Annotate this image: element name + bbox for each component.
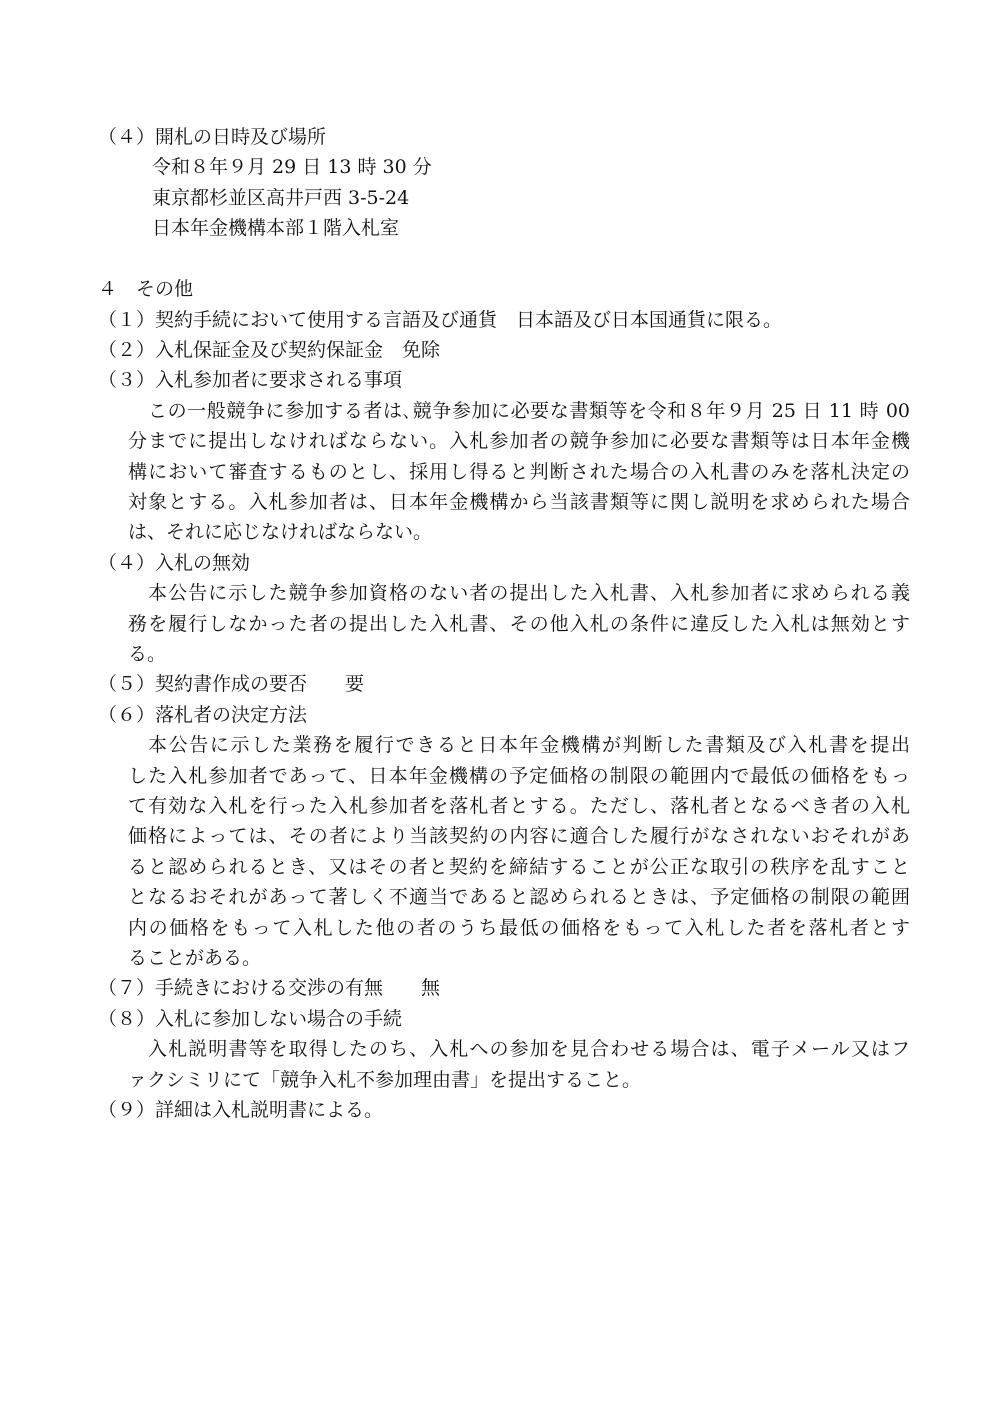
item-8-line: ァクシミリにて「競争入札不参加理由書」を提出すること。 xyxy=(128,1069,642,1091)
item-6-line: となるおそれがあって著しく不適当であると認められるときは、予定価格の制限の範囲 xyxy=(128,886,910,908)
item-3-line: は、それに応じなければならない。 xyxy=(128,521,433,543)
item-4-line: 務を履行しなかった者の提出した入札書、その他入札の条件に違反した入札は無効とす xyxy=(128,613,910,635)
item-5: （５）契約書作成の要否 要 xyxy=(98,673,365,695)
item-8-line: 入札説明書等を取得したのち、入札への参加を見合わせる場合は、電子メール又はフ xyxy=(148,1038,910,1060)
opening-address: 東京都杉並区高井戸西 3-5-24 xyxy=(152,187,410,209)
opening-room: 日本年金機構本部１階入札室 xyxy=(152,217,400,239)
item-6-line: 本公告に示した業務を履行できると日本年金機構が判断した書類及び入札書を提出 xyxy=(148,734,910,756)
item-8-heading: （８）入札に参加しない場合の手続 xyxy=(98,1008,403,1030)
item-2: （２）入札保証金及び契約保証金 免除 xyxy=(98,339,441,361)
item-6-line: 内の価格をもって入札した他の者のうち最低の価格をもって入札した者を落札者とす xyxy=(128,917,910,939)
item-4-line: る。 xyxy=(128,643,167,665)
item-4-line: 本公告に示した競争参加資格のない者の提出した入札書、入札参加者に求められる義 xyxy=(148,582,910,604)
item-3-heading: （３）入札参加者に要求される事項 xyxy=(98,369,403,391)
opening-heading: （４）開札の日時及び場所 xyxy=(98,126,327,148)
item-1: （１）契約手続において使用する言語及び通貨 日本語及び日本国通貨に限る。 xyxy=(98,309,783,331)
opening-date: 令和８年９月 29 日 13 時 30 分 xyxy=(152,156,432,178)
item-6-line: ることがある。 xyxy=(128,947,262,969)
item-7: （７）手続きにおける交渉の有無 無 xyxy=(98,977,441,999)
item-4-heading: （４）入札の無効 xyxy=(98,552,251,574)
item-9: （９）詳細は入札説明書による。 xyxy=(98,1099,384,1121)
item-6-line: した入札参加者であって、日本年金機構の予定価格の制限の範囲内で最低の価格をもっ xyxy=(128,765,910,787)
item-6-line: 価格によっては、その者により当該契約の内容に適合した履行がなされないおそれがあ xyxy=(128,825,910,847)
section-heading-other: ４ その他 xyxy=(98,278,194,300)
item-6-line: ると認められるとき、又はその者と契約を締結することが公正な取引の秩序を乱すこと xyxy=(128,856,910,878)
item-6-line: て有効な入札を行った入札参加者を落札者とする。ただし、落札者となるべき者の入札 xyxy=(128,795,910,817)
item-6-heading: （６）落札者の決定方法 xyxy=(98,704,308,726)
item-3-line: 分までに提出しなければならない。入札参加者の競争参加に必要な書類等は日本年金機 xyxy=(128,430,910,452)
item-3-line: 対象とする。入札参加者は、日本年金機構から当該書類等に関し説明を求められた場合 xyxy=(128,491,910,513)
item-3-line: この一般競争に参加する者は､競争参加に必要な書類等を令和８年９月 25 日 11 時 00 xyxy=(148,400,910,422)
item-3-line: 構において審査するものとし、採用し得ると判断された場合の入札書のみを落札決定の xyxy=(128,461,910,483)
